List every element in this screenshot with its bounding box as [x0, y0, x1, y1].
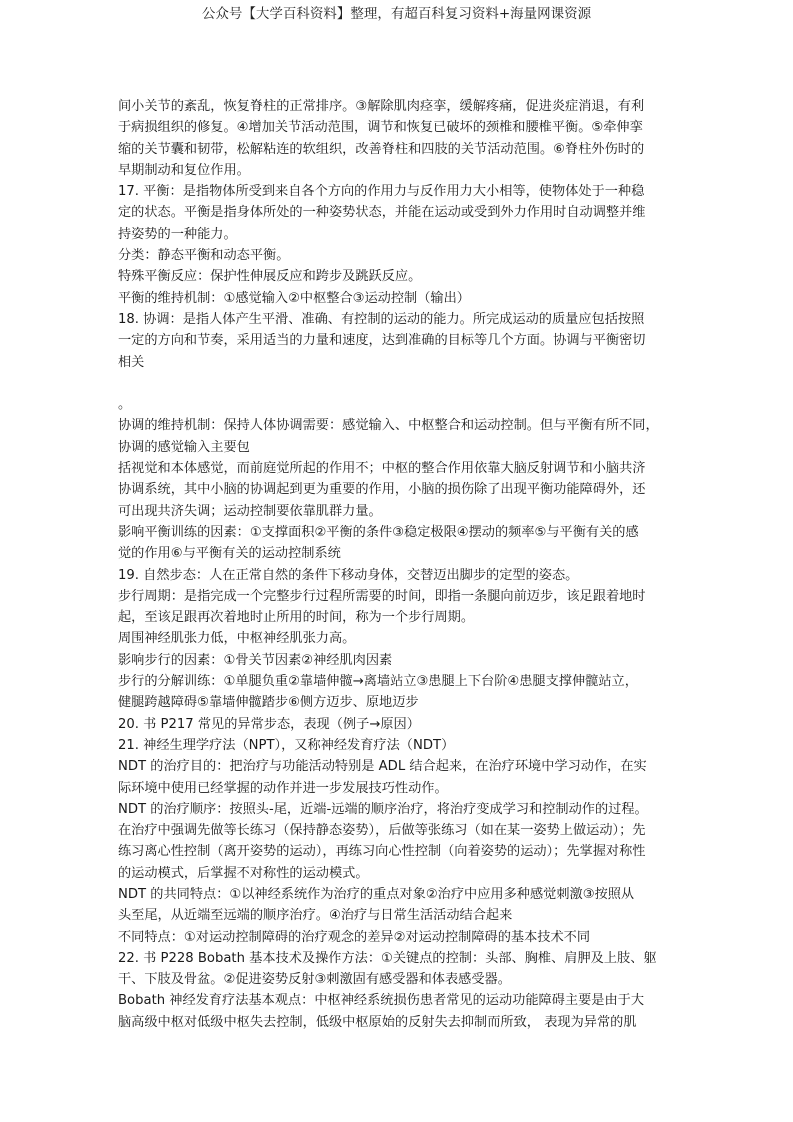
text-line: 分类：静态平衡和动态平衡。 [118, 248, 290, 264]
text-line: 际环境中使用已经掌握的动作并进一步发展技巧性动作。 [118, 780, 448, 796]
text-line: 缩的关节囊和韧带，松解粘连的软组织，改善脊柱和四肢的关节活动范围。⑥脊柱外伤时的 [118, 141, 645, 157]
text-line: 19. 自然步态：人在正常自然的条件下移动身体，交替迈出脚步的定型的姿态。 [118, 567, 579, 583]
text-line: 括视觉和本体感觉，而前庭觉所起的作用不；中枢的整合作用依靠大脑反射调节和小脑共济 [118, 461, 646, 477]
text-line: 步行的分解训练：①单腿负重②靠墙伸髋→离墙站立③患腿上下台阶④患腿支撑伸髋站立， [118, 674, 638, 690]
text-line: 头至尾，从近端至远端的顺序治疗。④治疗与日常生活活动结合起来 [118, 908, 513, 924]
text-line: 脑高级中枢对低级中枢失去控制，低级中枢原始的反射失去抑制而所致， 表现为异常的肌 [118, 1014, 637, 1030]
text-line: 不同特点：①对运动控制障碍的治疗观念的差异②对运动控制障碍的基本技术不同 [118, 929, 591, 945]
text-line: 协调系统，其中小脑的协调起到更为重要的作用，小脑的损伤除了出现平衡功能障碍外，还 [118, 482, 646, 498]
text-line: 周围神经肌张力低，中枢神经肌张力高。 [118, 631, 356, 647]
text-line: 18. 协调：是指人体产生平滑、准确、有控制的运动的能力。所完成运动的质量应包括按照 [118, 311, 645, 327]
text-line: Bobath 神经发育疗法基本观点：中枢神经系统损伤患者常见的运动功能障碍主要是由于大 [118, 993, 645, 1009]
text-line: 平衡的维持机制：①感觉输入②中枢整合③运动控制（输出） [118, 290, 470, 306]
text-line: 一定的方向和节奏，采用适当的力量和速度，达到准确的目标等几个方面。协调与平衡密切 [118, 333, 646, 349]
text-line: 在治疗中强调先做等长练习（保持静态姿势），后做等张练习（如在某一姿势上做运动）；先 [118, 823, 646, 839]
text-line: 17. 平衡：是指物体所受到来自各个方向的作用力与反作用力大小相等，使物体处于一种稳 [118, 184, 645, 200]
text-line: 练习离心性控制（离开姿势的运动），再练习向心性控制（向着姿势的运动）；先掌握对称性 [118, 844, 646, 860]
text-line: 定的状态。平衡是指身体所处的一种姿势状态，并能在运动或受到外力作用时自动调整并维 [118, 205, 646, 221]
text-line: 影响平衡训练的因素：①支撑面积②平衡的条件③稳定极限④摆动的频率⑤与平衡有关的感 [118, 524, 639, 540]
text-line: NDT 的治疗顺序：按照头-尾，近端-远端的顺序治疗，将治疗变成学习和控制动作的过程。 [118, 801, 648, 817]
text-line: 特殊平衡反应：保护性伸展反应和跨步及跳跃反应。 [118, 269, 422, 285]
text-line: 觉的作用⑥与平衡有关的运动控制系统 [118, 546, 341, 562]
text-line: 于病损组织的修复。④增加关节活动范围，调节和恢复已破坏的颈椎和腰椎平衡。⑤牵伸挛 [118, 120, 643, 136]
text-line: 间小关节的紊乱，恢复脊柱的正常排序。③解除肌肉痉挛，缓解疼痛，促进炎症消退，有利 [118, 99, 645, 114]
text-line [118, 373, 678, 394]
text-line: 步行周期：是指完成一个完整步行过程所需要的时间，即指一条腿向前迈步，该足跟着地时 [118, 588, 646, 604]
text-line: 的运动模式，后掌握不对称性的运动模式。 [118, 865, 369, 881]
text-line: 21. 神经生理学疗法（NPT），又称神经发育疗法（NDT） [118, 737, 455, 753]
text-line: 早期制动和复位作用。 [118, 162, 250, 178]
text-line: 起，至该足跟再次着地时止所用的时间，称为一个步行周期。 [118, 610, 475, 626]
text-line: 22. 书 P228 Bobath 基本技术及操作方法：①关键点的控制：头部、胸椎、肩胛及上肢、躯 [118, 950, 657, 966]
page-header: 公众号【大学百科资料】整理，有超百科复习资料+海量网课资源 [201, 6, 592, 22]
text-line: NDT 的治疗目的：把治疗与功能活动特别是 ADL 结合起来，在治疗环境中学习动作，在实 [118, 759, 647, 775]
text-line: 。 [118, 397, 132, 413]
text-line: 健腿跨越障碍⑤靠墙伸髋踏步⑥侧方迈步、原地迈步 [118, 695, 419, 711]
text-line: 可出现共济失调；运动控制要依靠肌群力量。 [118, 503, 382, 519]
text-line: 相关 [118, 354, 145, 370]
text-line: NDT 的共同特点：①以神经系统作为治疗的重点对象②治疗中应用多种感觉刺激③按照从 [118, 886, 635, 902]
document-body [118, 96, 678, 1033]
text-line: 持姿势的一种能力。 [118, 226, 237, 242]
text-line: 协调的维持机制：保持人体协调需要：感觉输入、中枢整合和运动控制。但与平衡有所不同， [118, 418, 659, 434]
text-line: 协调的感觉输入主要包 [118, 439, 250, 455]
text-line: 20. 书 P217 常见的异常步态，表现（例子→原因） [118, 716, 420, 732]
text-line: 干、下肢及骨盆。②促进姿势反射③刺激固有感受器和体表感受器。 [118, 972, 511, 988]
text-line: 影响步行的因素：①骨关节因素②神经肌肉因素 [118, 652, 393, 668]
